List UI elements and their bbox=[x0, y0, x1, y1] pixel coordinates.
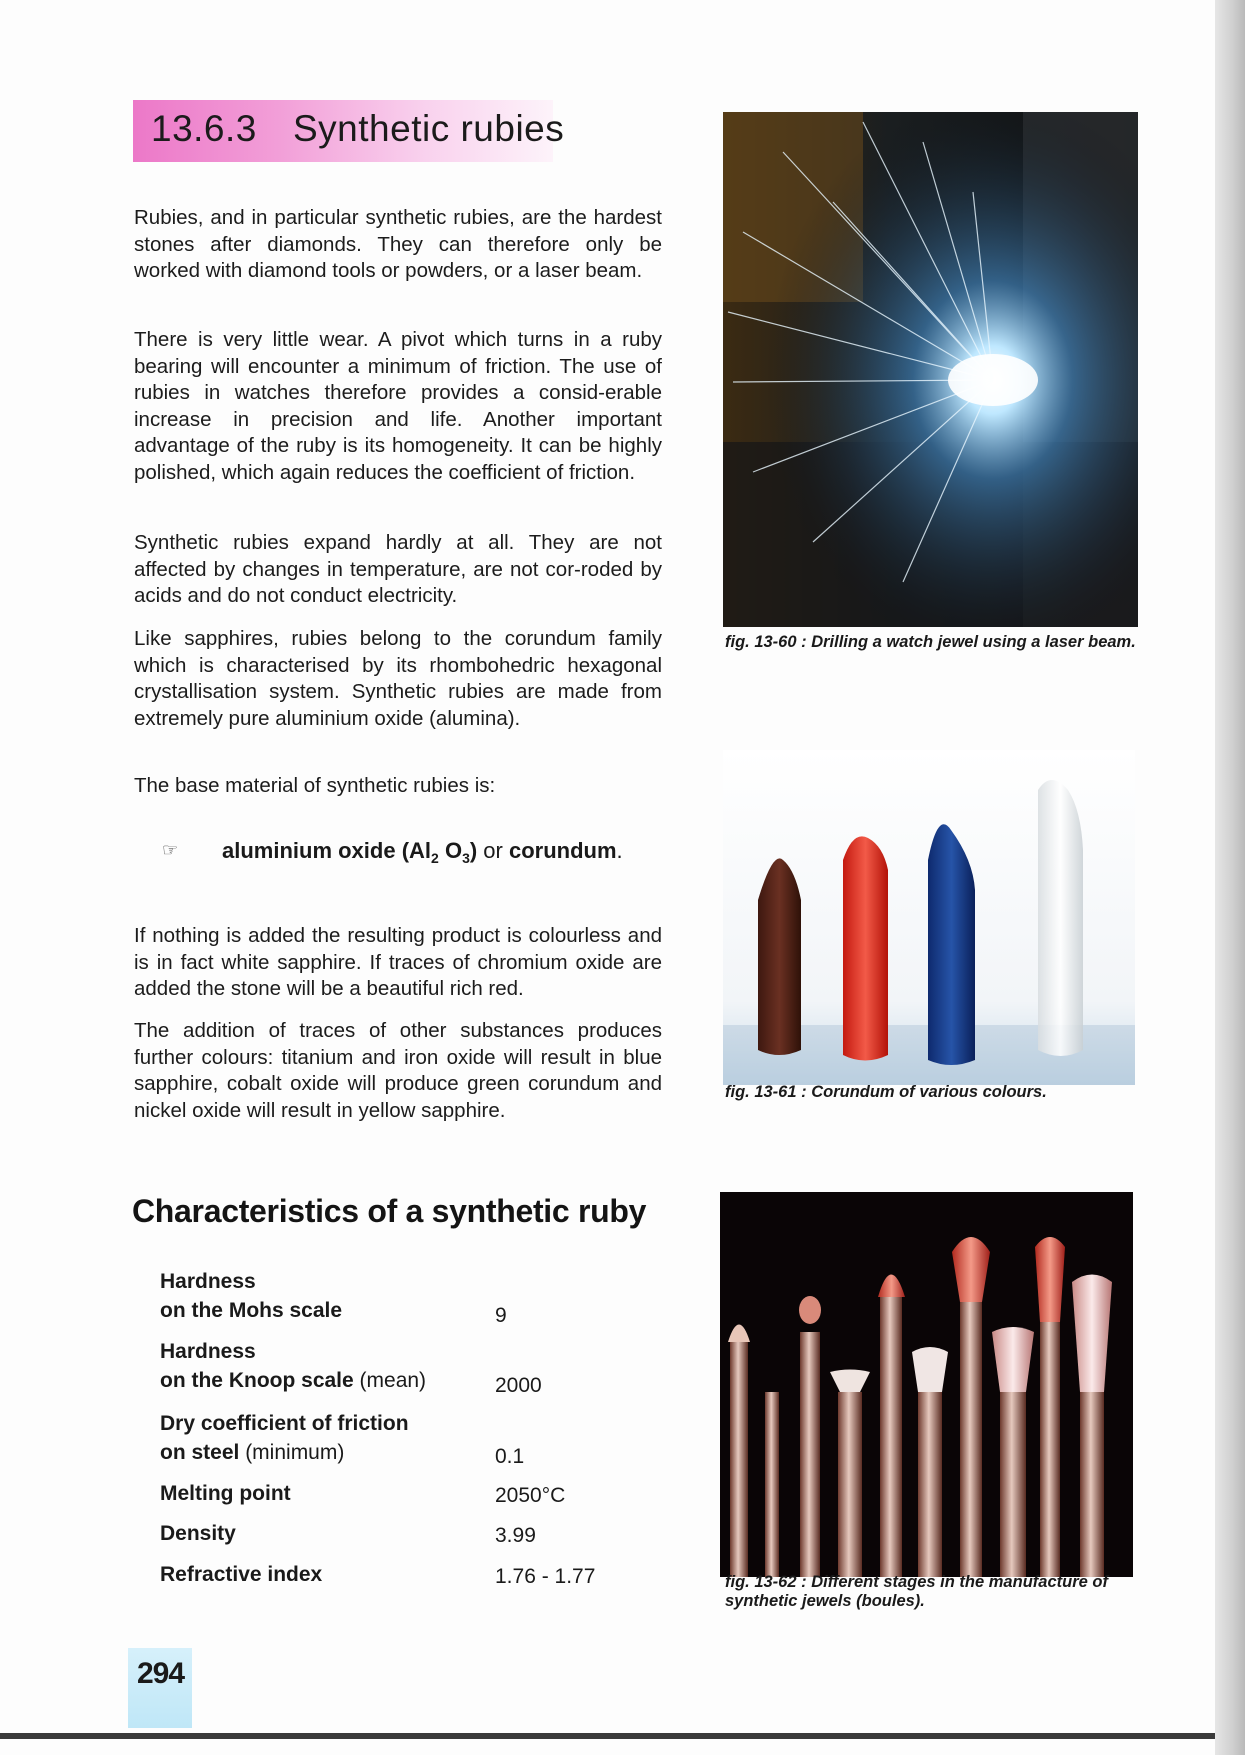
char-label-knoop bbox=[160, 1337, 480, 1395]
page-number: 294 bbox=[137, 1657, 185, 1690]
char-label-line1: Hardness bbox=[160, 1340, 256, 1363]
base-material-end: . bbox=[616, 838, 623, 863]
char-label-line1: Hardness bbox=[160, 1270, 256, 1293]
paragraph-expansion: Synthetic rubies expand hardly at all. They are not affected by changes in temperature, are not cor-roded by acids and do not conduct electricity. bbox=[134, 531, 662, 607]
char-value-density: 3.99 bbox=[495, 1524, 536, 1547]
caption-text: Drilling a watch jewel using a laser beam. bbox=[806, 633, 1136, 651]
figure-laser-drilling bbox=[723, 112, 1138, 627]
base-material-connector: or bbox=[477, 838, 509, 863]
caption-text: Corundum of various colours. bbox=[806, 1083, 1047, 1101]
char-label-line1: Refractive index bbox=[160, 1563, 323, 1586]
char-value-friction: 0.1 bbox=[495, 1445, 525, 1468]
char-label-line1: Dry coefficient of friction bbox=[160, 1412, 409, 1435]
pointing-hand-icon: ☞ bbox=[162, 840, 179, 860]
paragraph-base-intro: The base material of synthetic rubies is: bbox=[134, 774, 496, 797]
figure-boules bbox=[720, 1192, 1133, 1577]
char-label-density bbox=[160, 1519, 480, 1548]
boules-image bbox=[720, 1192, 1133, 1577]
char-label-line2-note: (minimum) bbox=[239, 1441, 345, 1464]
char-label-line2: on the Mohs scale bbox=[160, 1299, 343, 1322]
char-label-mohs bbox=[160, 1267, 480, 1325]
caption-number: fig. 13-62 : bbox=[725, 1573, 807, 1591]
char-label-refractive bbox=[160, 1560, 480, 1589]
section-number: 13.6.3 bbox=[151, 108, 257, 149]
paragraph-wear: There is very little wear. A pivot which turns in a ruby bearing will encounter a minimum of friction. The use of rubies in watches therefore provides a consid-erable increase in precision and life. Another important advantage of the ruby is its homogeneity. It can be highly polished, which again reduces the coefficient of friction. bbox=[134, 328, 662, 484]
bottom-rule bbox=[0, 1733, 1215, 1739]
caption-number: fig. 13-60 : bbox=[725, 633, 807, 651]
caption-fig-13-61 bbox=[725, 1083, 1145, 1102]
caption-number: fig. 13-61 : bbox=[725, 1083, 807, 1101]
section-title: Synthetic rubies bbox=[293, 108, 565, 149]
char-label-line2: on steel bbox=[160, 1441, 240, 1464]
base-material-line bbox=[222, 838, 623, 866]
base-material-text-1: aluminium oxide (Al bbox=[222, 838, 432, 863]
char-value-refractive: 1.76 - 1.77 bbox=[495, 1565, 596, 1588]
caption-fig-13-62 bbox=[725, 1573, 1145, 1611]
char-value-knoop: 2000 bbox=[495, 1374, 542, 1397]
caption-text: Different stages in the manufacture of synthetic jewels (boules). bbox=[725, 1573, 1108, 1610]
paragraph-colours: The addition of traces of other substances produces further colours: titanium and iron oxide will result in blue sapphire, cobalt oxide will produce green corundum and nickel oxide will result in yellow sapphire. bbox=[134, 1019, 662, 1122]
char-label-friction bbox=[160, 1409, 480, 1467]
base-material-text-3: ) bbox=[469, 838, 478, 863]
char-label-line1: Melting point bbox=[160, 1482, 291, 1505]
subscript-2: 2 bbox=[431, 850, 439, 866]
base-material-text-4: corundum bbox=[508, 838, 617, 863]
section-heading bbox=[133, 100, 565, 162]
laser-drilling-image bbox=[723, 112, 1138, 627]
subscript-3: 3 bbox=[462, 850, 470, 866]
paragraph-hardness: Rubies, and in particular synthetic rubies, are the hardest stones after diamonds. They can therefore only be worked with diamond tools or powders, or a laser beam. bbox=[134, 206, 662, 282]
char-label-line2-note: (mean) bbox=[353, 1369, 427, 1392]
char-value-melting: 2050°C bbox=[495, 1484, 566, 1507]
char-label-line1: Density bbox=[160, 1522, 236, 1545]
paragraph-colourless: If nothing is added the resulting product is colourless and is in fact white sapphire. If traces of chromium oxide are added the stone will be a beautiful rich red. bbox=[134, 924, 662, 1000]
corundum-colours-image bbox=[723, 750, 1135, 1085]
char-value-mohs: 9 bbox=[495, 1304, 507, 1327]
base-material-text-2: O bbox=[438, 838, 463, 863]
paragraph-corundum: Like sapphires, rubies belong to the corundum family which is characterised by its rhombohedric hexagonal crystallisation system. Synthetic rubies are made from extremely pure aluminium oxide (alumina). bbox=[134, 627, 662, 730]
char-label-melting bbox=[160, 1479, 480, 1508]
char-label-line2: on the Knoop scale bbox=[160, 1369, 354, 1392]
characteristics-heading: Characteristics of a synthetic ruby bbox=[132, 1193, 647, 1229]
caption-fig-13-60 bbox=[725, 633, 1145, 652]
figure-corundum-colours bbox=[723, 750, 1135, 1085]
page-spine-shadow bbox=[1215, 0, 1245, 1755]
